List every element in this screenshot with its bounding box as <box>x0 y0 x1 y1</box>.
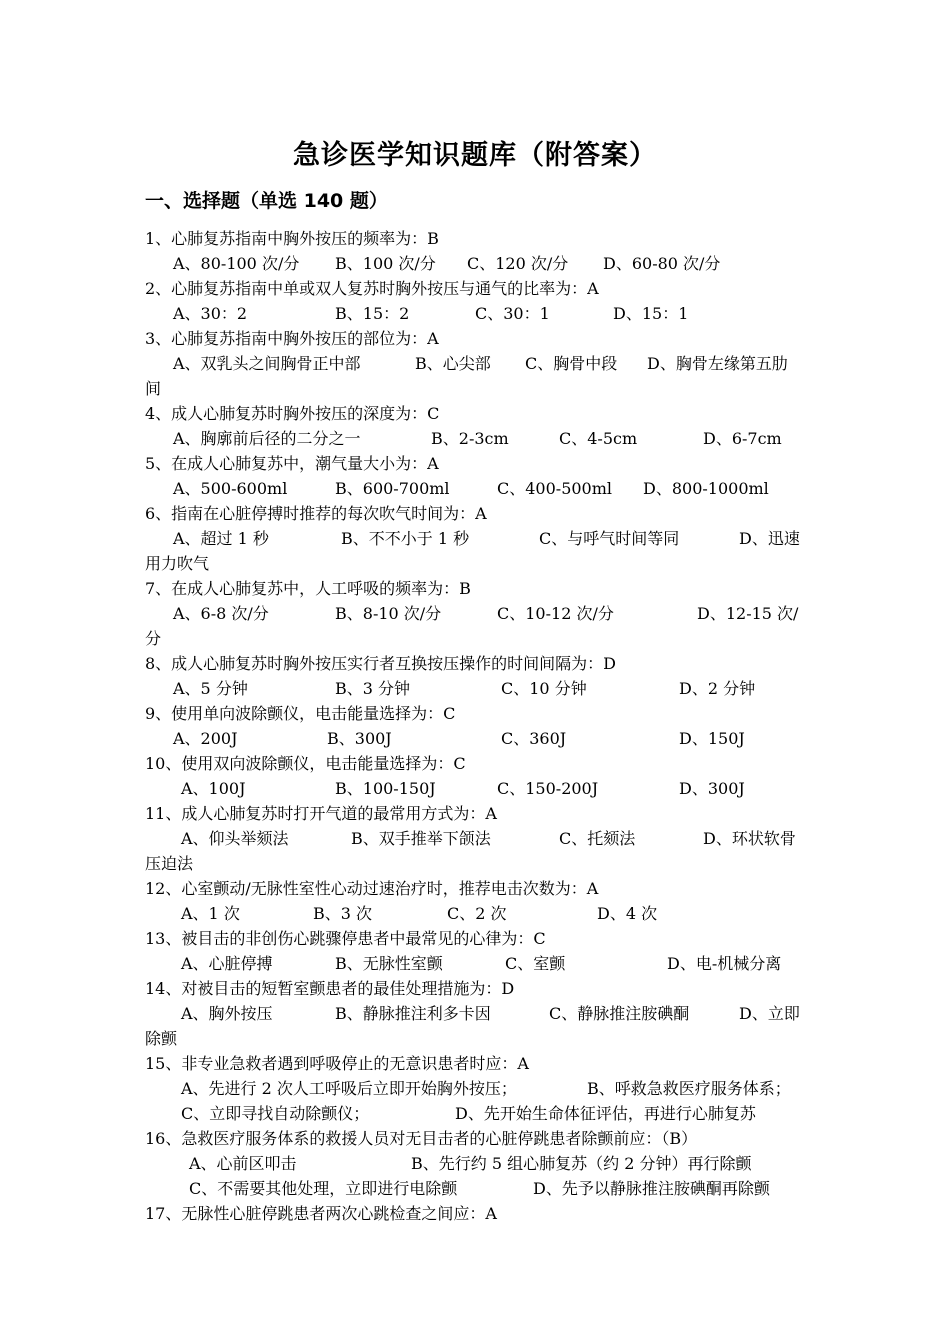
question-stem: 5、在成人心肺复苏中，潮气量大小为：A <box>145 454 439 473</box>
option: A、先进行 2 次人工呼吸后立即开始胸外按压； <box>181 1079 517 1098</box>
option: A、心脏停搏 <box>181 954 273 973</box>
option: D、2 分钟 <box>679 679 756 698</box>
option: A、80-100 次/分 <box>173 254 300 273</box>
option: C、4-5cm <box>559 429 638 448</box>
option: D、300J <box>679 779 745 798</box>
option: A、超过 1 秒 <box>173 529 269 548</box>
option: A、双乳头之间胸骨正中部 <box>173 354 361 373</box>
option: D、12-15 次/ <box>697 604 799 623</box>
option: D、迅速 <box>739 529 800 548</box>
option: D、800-1000ml <box>643 479 769 498</box>
question-stem: 3、心肺复苏指南中胸外按压的部位为：A <box>145 329 439 348</box>
question-stem: 10、使用双向波除颤仪，电击能量选择为：C <box>145 754 466 773</box>
option: D、先开始生命体征评估，再进行心肺复苏 <box>455 1104 756 1123</box>
option: C、与呼气时间等同 <box>539 529 680 548</box>
option: A、胸外按压 <box>181 1004 273 1023</box>
option: C、400-500ml <box>497 479 613 498</box>
option: C、120 次/分 <box>467 254 569 273</box>
option: C、胸骨中段 <box>525 354 618 373</box>
option: D、环状软骨 <box>703 829 796 848</box>
option: D、60-80 次/分 <box>603 254 721 273</box>
option: A、6-8 次/分 <box>173 604 269 623</box>
option: C、10-12 次/分 <box>497 604 614 623</box>
question-stem: 9、使用单向波除颤仪，电击能量选择为：C <box>145 704 456 723</box>
option: D、150J <box>679 729 745 748</box>
option: C、10 分钟 <box>501 679 587 698</box>
question-stem: 2、心肺复苏指南中单或双人复苏时胸外按压与通气的比率为：A <box>145 279 599 298</box>
question-stem: 4、成人心肺复苏时胸外按压的深度为：C <box>145 404 440 423</box>
option-wrap: 分 <box>145 629 162 648</box>
question-stem: 17、无脉性心脏停跳患者两次心跳检查之间应：A <box>145 1204 497 1223</box>
option: A、5 分钟 <box>173 679 248 698</box>
option-wrap: 除颤 <box>145 1029 178 1048</box>
question-stem: 16、急救医疗服务体系的救援人员对无目击者的心脏停跳患者除颤前应：（B） <box>145 1129 698 1148</box>
option: C、360J <box>501 729 567 748</box>
option: A、1 次 <box>181 904 240 923</box>
option: B、无脉性室颤 <box>335 954 443 973</box>
option: B、先行约 5 组心肺复苏（约 2 分钟）再行除颤 <box>411 1154 752 1173</box>
option: B、静脉推注利多卡因 <box>335 1004 491 1023</box>
option: B、双手推举下颌法 <box>351 829 491 848</box>
option: C、静脉推注胺碘酮 <box>549 1004 690 1023</box>
option: C、150-200J <box>497 779 599 798</box>
option: B、300J <box>327 729 392 748</box>
option: B、100-150J <box>335 779 436 798</box>
option: B、心尖部 <box>415 354 491 373</box>
question-stem: 14、对被目击的短暂室颤患者的最佳处理措施为：D <box>145 979 515 998</box>
question-stem: 12、心室颤动/无脉性室性心动过速治疗时，推荐电击次数为：A <box>145 879 599 898</box>
option: B、呼救急救医疗服务体系； <box>587 1079 791 1098</box>
option-wrap: 间 <box>145 379 162 398</box>
option: C、室颤 <box>505 954 566 973</box>
option: B、8-10 次/分 <box>335 604 442 623</box>
option: D、4 次 <box>597 904 658 923</box>
option: B、15：2 <box>335 304 410 323</box>
question-stem: 11、成人心肺复苏时打开气道的最常用方式为：A <box>145 804 497 823</box>
question-stem: 7、在成人心肺复苏中，人工呼吸的频率为：B <box>145 579 471 598</box>
question-stem: 15、非专业急救者遇到呼吸停止的无意识患者时应：A <box>145 1054 529 1073</box>
option: D、胸骨左缘第五肋 <box>647 354 788 373</box>
option: C、托颏法 <box>559 829 636 848</box>
option: D、立即 <box>739 1004 800 1023</box>
question-stem: 1、心肺复苏指南中胸外按压的频率为：B <box>145 229 439 248</box>
option: D、电-机械分离 <box>667 954 782 973</box>
option: B、600-700ml <box>335 479 450 498</box>
question-stem: 8、成人心肺复苏时胸外按压实行者互换按压操作的时间间隔为：D <box>145 654 617 673</box>
option: D、6-7cm <box>703 429 782 448</box>
section-heading: 一、选择题（单选 140 题） <box>145 190 388 212</box>
option: A、100J <box>181 779 246 798</box>
option: B、2-3cm <box>431 429 509 448</box>
option: B、100 次/分 <box>335 254 436 273</box>
option: A、仰头举颏法 <box>181 829 289 848</box>
option: C、30：1 <box>475 304 550 323</box>
option: B、3 分钟 <box>335 679 411 698</box>
option: B、3 次 <box>313 904 373 923</box>
question-stem: 13、被目击的非创伤心跳骤停患者中最常见的心律为：C <box>145 929 546 948</box>
option: B、不不小于 1 秒 <box>341 529 470 548</box>
option: A、胸廓前后径的二分之一 <box>173 429 361 448</box>
option: D、先予以静脉推注胺碘酮再除颤 <box>533 1179 770 1198</box>
option-wrap: 用力吹气 <box>145 554 210 573</box>
option: C、2 次 <box>447 904 507 923</box>
option: C、立即寻找自动除颤仪； <box>181 1104 370 1123</box>
option-wrap: 压迫法 <box>145 854 194 873</box>
question-stem: 6、指南在心脏停搏时推荐的每次吹气时间为：A <box>145 504 487 523</box>
option: A、心前区叩击 <box>189 1154 297 1173</box>
option: A、30：2 <box>173 304 248 323</box>
option: C、不需要其他处理，立即进行电除颤 <box>189 1179 458 1198</box>
option: A、200J <box>173 729 238 748</box>
option: A、500-600ml <box>173 479 288 498</box>
document-title: 急诊医学知识题库（附答案） <box>293 140 657 171</box>
option: D、15：1 <box>613 304 689 323</box>
